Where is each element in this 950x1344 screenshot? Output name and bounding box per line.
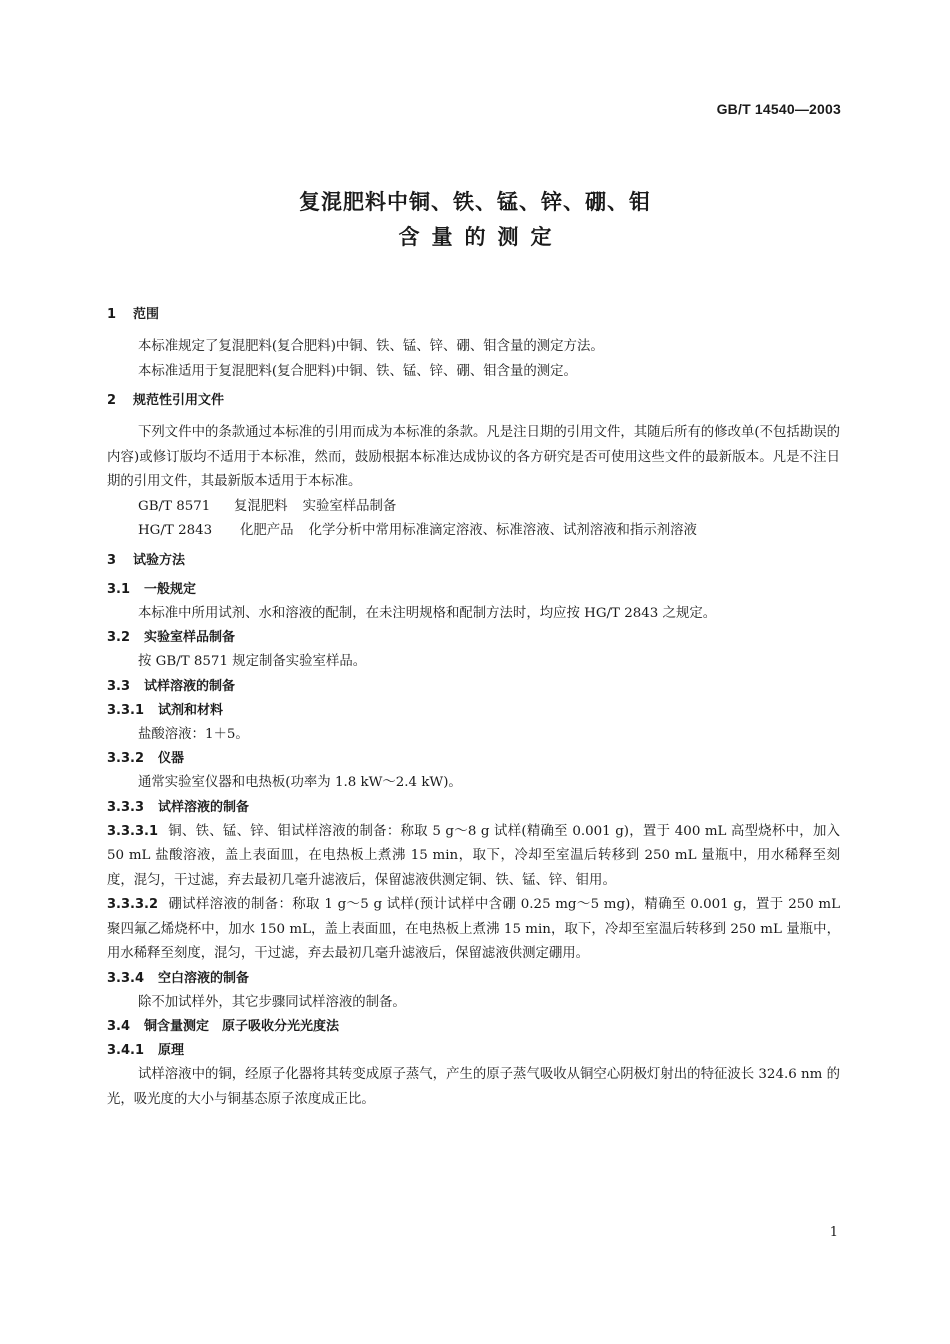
section-3-heading [107,549,840,573]
paragraph-number: 3.3.3.1 [107,823,158,839]
subsection-3-2-heading [107,626,840,650]
section-title: 铜含量测定 原子吸收分光光度法 [144,1019,340,1034]
reference-code: HG/T 2843 [138,523,213,538]
section-title: 试剂和材料 [158,702,224,718]
subsection-3-3-1-heading [107,699,840,723]
section-title: 规范性引用文件 [133,393,225,408]
section-title: 实验室样品制备 [144,630,236,645]
section-title: 空白溶液的制备 [158,970,250,986]
reference-code: GB/T 8571 [138,498,211,514]
subsection-3-3-2-heading [107,747,840,771]
subsection-3-4-1-heading [107,1039,840,1063]
document-title-line2: 含量的测定 [398,225,564,249]
section-number: 3 [107,552,117,568]
reference-part: 化肥产品 [240,523,294,538]
subsection-3-3-heading [107,675,840,699]
section-number: 3.3.4 [107,970,145,986]
reference-part: 复混肥料 [234,498,288,514]
subsection-3-4-heading [107,1015,840,1039]
numbered-paragraph-3-3-3-2 [107,893,840,967]
section-number: 3.3.1 [107,702,145,718]
paragraph: 通常实验室仪器和电热板(功率为 1.8 kW～2.4 kW)。 [138,775,462,790]
subsection-3-1-heading [107,578,840,602]
section-title: 一般规定 [144,581,197,597]
section-title: 原理 [158,1043,185,1058]
section-number: 3.1 [107,581,131,597]
paragraph-text: 硼试样溶液的制备：称取 1 g～5 g 试样(预计试样中含硼 0.25 mg～5 mg)，精确至 0.001 g，置于 250 mL 聚四氟乙烯烧杯中，加水 150 mL，盖上表面皿，在电热板上煮沸 15 min，取下，冷却至室温后转移到 250 mL 量瓶中，用水稀释至刻度，混匀，干过滤，弃去最初几毫升滤液后，保留滤液供测定硼用。 [107,897,840,961]
paragraph: 盐酸溶液：1＋5。 [138,726,249,742]
paragraph: 试样溶液中的铜，经原子化器将其转变成原子蒸气，产生的原子蒸气吸收从铜空心阴极灯射出的特征波长 324.6 nm 的光，吸光度的大小与铜基态原子浓度成正比。 [107,1067,840,1107]
reference-part: 化学分析中常用标准滴定溶液、标准溶液、试剂溶液和指示剂溶液 [308,523,697,538]
section-title: 范围 [133,307,160,322]
paragraph: 本标准规定了复混肥料(复合肥料)中铜、铁、锰、锌、硼、钼含量的测定方法。 [138,339,604,354]
subsection-3-3-3-heading [107,796,840,820]
section-number: 3.4 [107,1019,131,1034]
section-title: 仪器 [158,751,185,766]
paragraph: 本标准适用于复混肥料(复合肥料)中铜、铁、锰、锌、硼、钼含量的测定。 [138,363,577,379]
section-number: 3.3.3 [107,799,145,815]
reference-item [107,495,840,520]
section-title: 试样溶液的制备 [158,799,250,815]
section-title: 试样溶液的制备 [144,678,236,694]
section-number: 3.3.2 [107,751,145,766]
paragraph: 除不加试样外，其它步骤同试样溶液的制备。 [138,994,406,1010]
paragraph-text: 铜、铁、锰、锌、钼试样溶液的制备：称取 5 g～8 g 试样(精确至 0.001 g)，置于 400 mL 高型烧杯中，加入 50 mL 盐酸溶液，盖上表面皿，在电热板上煮沸 15 min，取下，冷却至室温后转移到 250 mL 量瓶中，用水稀释至刻度，混匀，干过滤，弃去最初几毫升滤液后，保留滤液供测定铜、铁、锰、锌、钼用。 [107,823,840,888]
paragraph: 下列文件中的条款通过本标准的引用而成为本标准的条款。凡是注日期的引用文件，其随后所有的修改单(不包括勘误的内容)或修订版均不适用于本标准，然而，鼓励根据本标准达成协议的各方研究是否可使用这些文件的最新版本。凡是不注日期的引用文件，其最新版本适用于本标准。 [107,425,840,489]
paragraph: 本标准中所用试剂、水和溶液的配制，在未注明规格和配制方法时，均应按 HG/T 2843 之规定。 [138,605,717,621]
subsection-3-3-4-heading [107,967,840,991]
page-number: 1 [829,1225,838,1240]
section-number: 3.2 [107,630,131,645]
document-title-line1: 复混肥料中铜、铁、锰、锌、硼、钼 [299,190,651,214]
section-number: 3.3 [107,678,131,694]
document-body [107,303,840,1112]
reference-part: 实验室样品制备 [302,498,397,514]
paragraph-number: 3.3.3.2 [107,897,158,912]
numbered-paragraph-3-3-3-1 [107,820,840,894]
section-2-heading [107,389,840,413]
section-number: 2 [107,393,117,408]
standard-number: GB/T 14540—2003 [716,101,841,117]
paragraph: 按 GB/T 8571 规定制备实验室样品。 [138,654,367,669]
reference-item [107,519,840,544]
section-title: 试验方法 [133,552,186,568]
section-number: 3.4.1 [107,1043,145,1058]
section-number: 1 [107,307,117,322]
section-1-heading [107,303,840,327]
